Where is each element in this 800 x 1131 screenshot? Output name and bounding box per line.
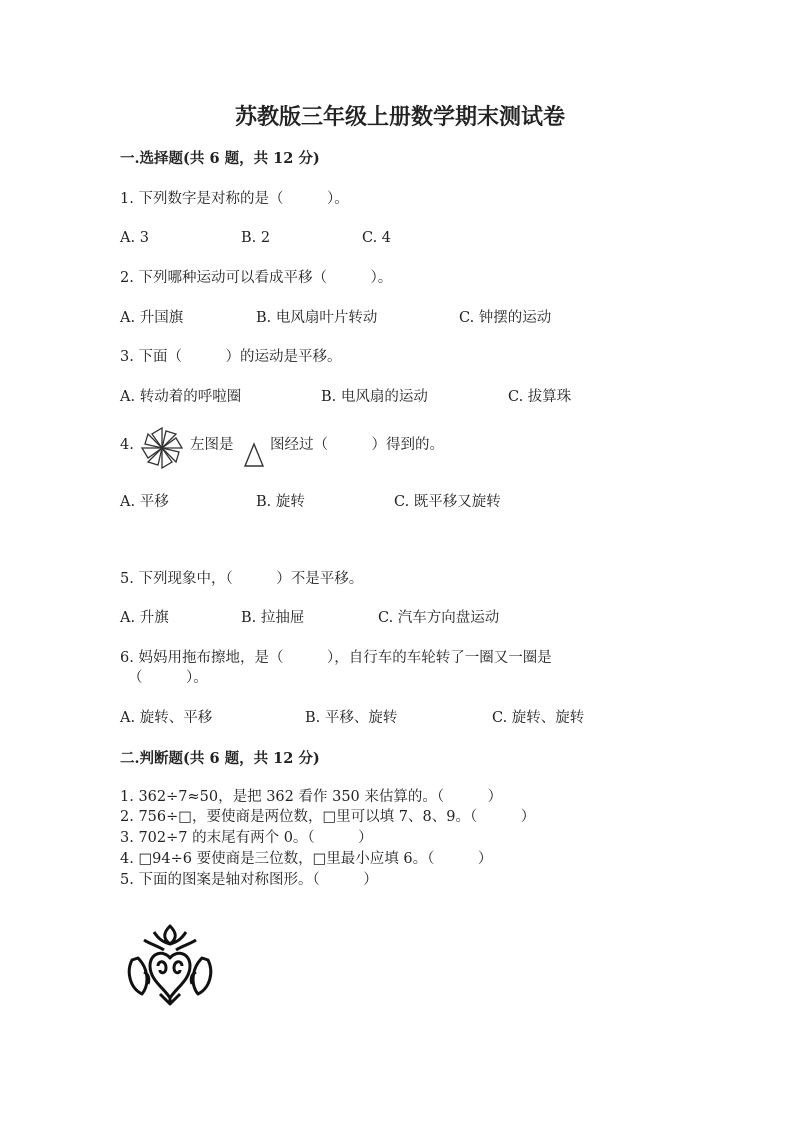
page-title: 苏教版三年级上册数学期末测试卷 [234,104,565,130]
q2-option-c: C. 钟摆的运动 [459,310,552,326]
judge-item-2: 2. 756÷□，要使商是两位数，□里可以填 7、8、9。（ ） [120,809,536,825]
section1-heading: 一.选择题(共 6 题，共 12 分) [120,150,320,167]
q6-option-c: C. 旋转、旋转 [492,710,585,726]
q5-stem: 5. 下列现象中，（ ）不是平移。 [120,571,364,587]
judge-item-3: 3. 702÷7 的末尾有两个 0。（ ） [120,830,373,846]
q6-option-b: B. 平移、旋转 [305,710,398,726]
q1-stem: 1. 下列数字是对称的是（ ）。 [120,191,349,207]
q1-option-a: A. 3 [120,230,149,246]
q3-option-c: C. 拔算珠 [508,389,572,405]
q3-option-a: A. 转动着的呼啦圈 [120,389,242,405]
q4-number: 4. [120,437,134,453]
section2-heading: 二.判断题(共 6 题，共 12 分) [120,750,320,767]
q1-option-b: B. 2 [241,230,271,246]
judge-item-4: 4. □94÷6 要使商是三位数，□里最小应填 6。（ ） [120,851,493,867]
judge-item-1: 1. 362÷7≈50，是把 362 看作 350 来估算的。（ ） [120,789,503,805]
pinwheel-figure [140,426,184,470]
q5-option-b: B. 拉抽屉 [241,610,305,626]
q6-option-a: A. 旋转、平移 [120,710,213,726]
triangle-figure [243,442,265,468]
q5-option-a: A. 升旗 [120,610,169,626]
q2-option-b: B. 电风扇叶片转动 [256,310,378,326]
q4-option-c: C. 既平移又旋转 [394,494,501,510]
q4-option-a: A. 平移 [120,494,169,510]
symmetric-pattern-figure [124,922,216,1006]
q1-option-c: C. 4 [362,230,392,246]
q3-option-b: B. 电风扇的运动 [321,389,428,405]
q4-option-b: B. 旋转 [256,494,305,510]
q4-mid-text: 左图是 [190,437,234,453]
q2-option-a: A. 升国旗 [120,310,184,326]
q2-stem: 2. 下列哪种运动可以看成平移（ ）。 [120,270,393,286]
q5-option-c: C. 汽车方向盘运动 [378,610,500,626]
q6-stem-line1: 6. 妈妈用拖布擦地，是（ ），自行车的车轮转了一圈又一圈是 [120,650,552,666]
q3-stem: 3. 下面（ ）的运动是平移。 [120,349,342,365]
q4-tail-text: 图经过（ ）得到的。 [270,437,444,453]
judge-item-5: 5. 下面的图案是轴对称图形。（ ） [120,872,378,888]
q6-stem-line2: （ ）。 [128,670,208,686]
